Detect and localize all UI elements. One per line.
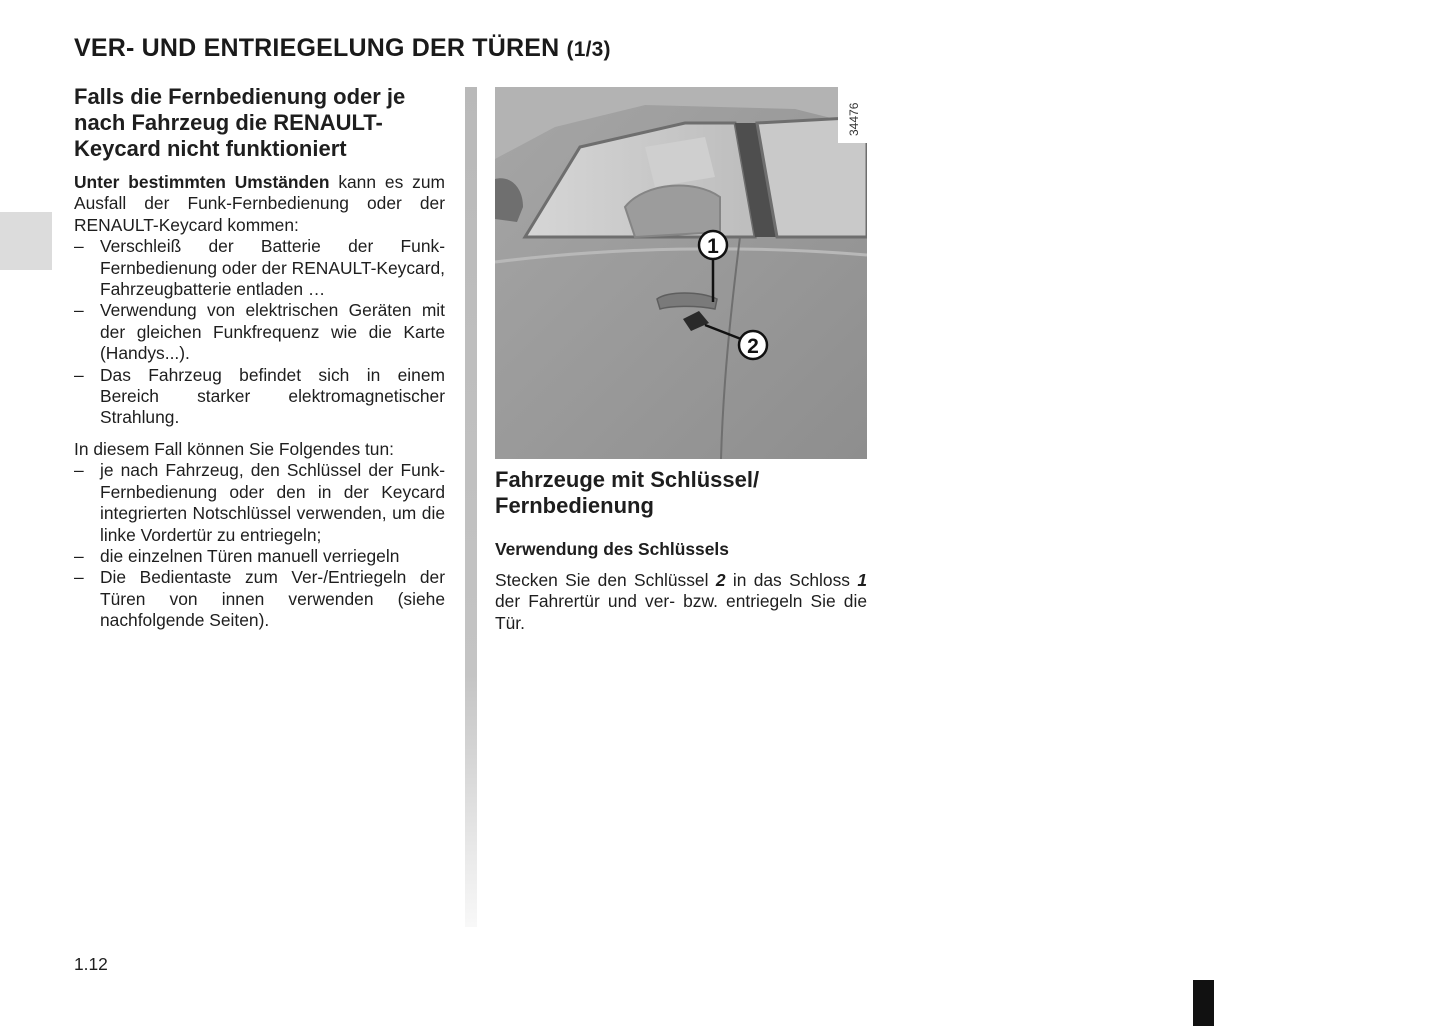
section-heading-key: Fahrzeuge mit Schlüssel/ Fernbedienung bbox=[495, 467, 760, 518]
page-edge-marker bbox=[1193, 980, 1214, 1026]
page-title bbox=[74, 34, 611, 63]
list-item-text: je nach Fahrzeug, den Schlüssel der Funk-Fernbedienung oder den in der Keycard integrierten Notschlüssel verwenden, um die linke Vordertür zu entriegeln; bbox=[100, 460, 445, 545]
key-ref-2: 2 bbox=[715, 570, 726, 590]
dash-marker: – bbox=[74, 300, 84, 321]
page-number: 1.12 bbox=[74, 954, 108, 974]
list-item-text: Das Fahrzeug befindet sich in einem Bereich starker elektromagnetischer Strahlung. bbox=[100, 364, 445, 428]
key-ref-1: 1 bbox=[857, 570, 868, 590]
left-column bbox=[74, 84, 445, 632]
list-item bbox=[74, 300, 445, 364]
car-door-svg bbox=[495, 87, 867, 459]
door-handle bbox=[657, 293, 717, 309]
list-item-text: die einzelnen Türen manuell verriegeln bbox=[100, 545, 400, 566]
list-item bbox=[74, 236, 445, 300]
intro-paragraph bbox=[74, 172, 445, 236]
key-usage-paragraph bbox=[495, 570, 867, 634]
chapter-tab bbox=[0, 212, 52, 270]
dash-marker: – bbox=[74, 236, 84, 257]
list-item bbox=[74, 546, 445, 567]
page-title-part: (1/3) bbox=[566, 38, 611, 61]
list-item-text: Verwendung von elektrischen Geräten mit der gleichen Funkfrequenz wie die Karte (Handys...). bbox=[100, 300, 445, 364]
dash-marker: – bbox=[74, 460, 84, 481]
column-divider bbox=[465, 87, 477, 927]
measures-list bbox=[74, 460, 445, 631]
section-heading-fallback: Falls die Fernbedienung oder je nach Fahrzeug die RENAULT-Keycard nicht funktioniert bbox=[74, 84, 406, 161]
list-item bbox=[74, 365, 445, 429]
dash-marker: – bbox=[74, 567, 84, 588]
dash-marker: – bbox=[74, 545, 84, 566]
page-title-main: VER- UND ENTRIEGELUNG DER TÜREN bbox=[74, 34, 560, 62]
intro-rest: kann es zum Ausfall der Funk-Fernbedienung oder der RENAULT-Keycard kommen: bbox=[74, 172, 445, 235]
figure-code: 34476 bbox=[847, 102, 861, 136]
list-item bbox=[74, 460, 445, 546]
list-item-text: Die Bedientaste zum Ver-/Entriegeln der Türen von innen verwenden (siehe nachfolgende Seiten). bbox=[100, 567, 445, 631]
key-text-b: in das Schloss bbox=[725, 570, 858, 590]
list-item-text: Verschleiß der Batterie der Funk-Fernbedienung oder der RENAULT-Keycard, Fahrzeugbatterie entladen … bbox=[100, 236, 445, 300]
right-column bbox=[495, 87, 867, 634]
key-text-a: Stecken Sie den Schlüssel bbox=[495, 570, 716, 590]
measures-intro: In diesem Fall können Sie Folgendes tun: bbox=[74, 438, 394, 459]
callout-label-2: 2 bbox=[747, 335, 759, 358]
causes-list bbox=[74, 236, 445, 429]
list-item bbox=[74, 567, 445, 631]
callout-label-1: 1 bbox=[707, 235, 719, 258]
car-door-illustration bbox=[495, 87, 867, 459]
dash-marker: – bbox=[74, 364, 84, 385]
subheading-key-usage: Verwendung des Schlüssels bbox=[495, 539, 729, 559]
key-text-c: der Fahrertür und ver- bzw. entriegeln Sie die Tür. bbox=[495, 591, 867, 633]
intro-bold: Unter bestimmten Umständen bbox=[74, 172, 330, 192]
